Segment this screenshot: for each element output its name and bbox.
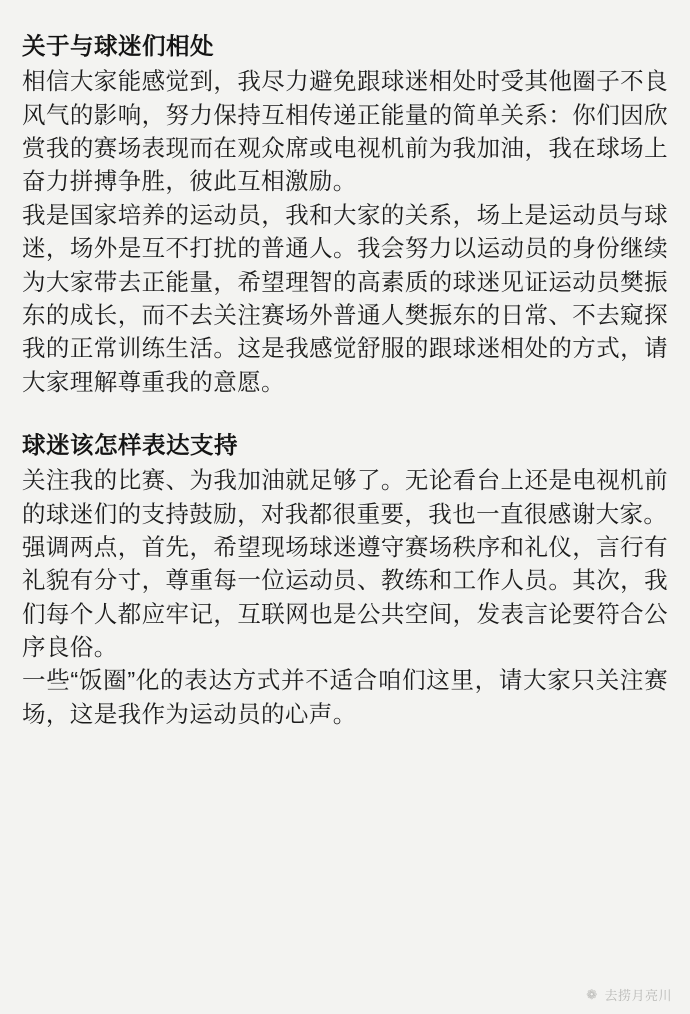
watermark <box>584 985 672 1004</box>
section-heading: 球迷该怎样表达支持 <box>22 431 238 458</box>
section-heading: 关于与球迷们相处 <box>22 33 214 59</box>
watermark-label: 去捞月亮川 <box>604 988 672 1003</box>
section-paragraph: 我是国家培养的运动员，我和大家的关系，场上是运动员与球迷，场外是互不打扰的普通人。我会努力以运动员的身份继续为大家带去正能量，希望理智的高素质的球迷见证运动员樊振东的成长，而不去关注赛场外普通人樊振东的日常、不去窥探我的正常训练生活。这是我感觉舒服的跟球迷相处的方式，请大家理解尊重我的意愿。 <box>22 201 668 395</box>
document-section-1 <box>22 30 668 399</box>
section-paragraph: 相信大家能感觉到，我尽力避免跟球迷相处时受其他圈子不良风气的影响，努力保持互相传递正能量的简单关系：你们因欣赏我的赛场表现而在观众席或电视机前为我加油，我在球场上奋力拼搏争胜，彼此互相激励。 <box>22 68 668 195</box>
section-paragraph: 一些“饭圈”化的表达方式并不适合咱们这里，请大家只关注赛场，这是我作为运动员的心声。 <box>22 667 668 727</box>
weibo-icon: ❁ <box>586 987 598 1002</box>
section-paragraph: 关注我的比赛、为我加油就足够了。无论看台上还是电视机前的球迷们的支持鼓励，对我都很重要，我也一直很感谢大家。 <box>22 467 668 527</box>
section-paragraph: 强调两点，首先，希望现场球迷遵守赛场秩序和礼仪，言行有礼貌有分寸，尊重每一位运动员、教练和工作人员。其次，我们每个人都应牢记，互联网也是公共空间，发表言论要符合公序良俗。 <box>22 534 668 661</box>
document-section-2 <box>22 429 668 731</box>
